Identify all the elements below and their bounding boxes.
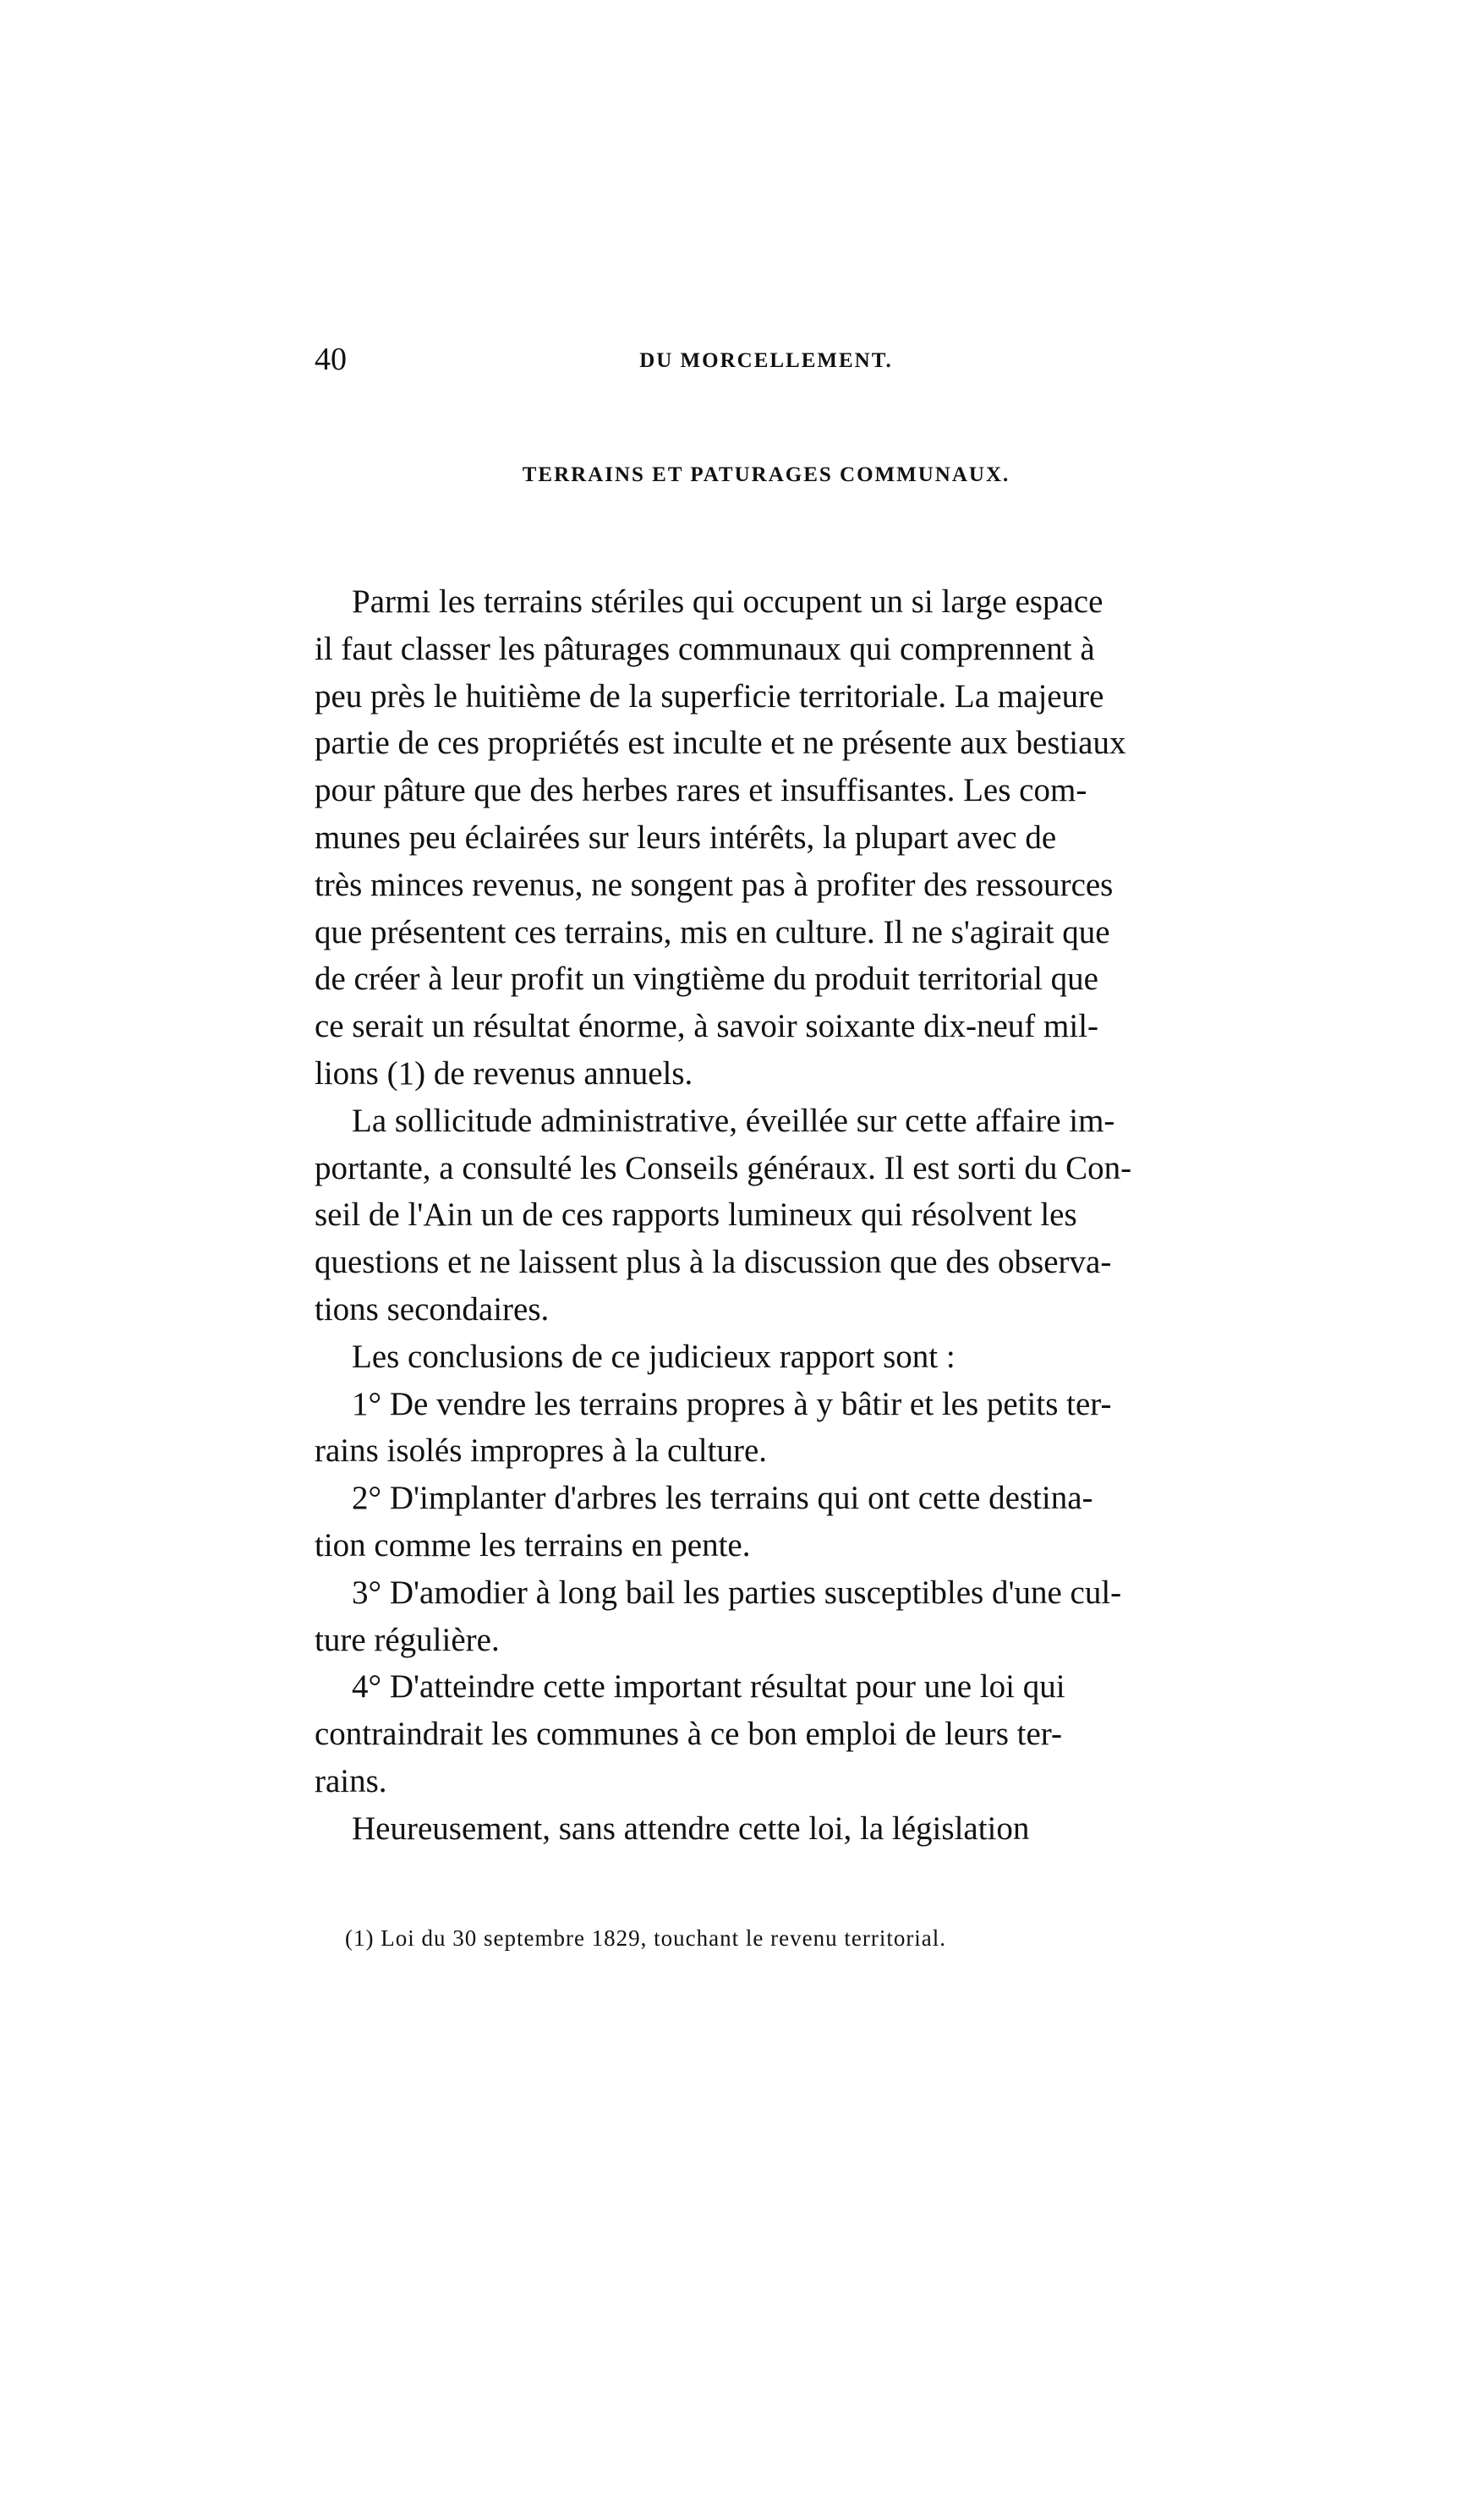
- running-title: DU MORCELLEMENT.: [639, 349, 893, 372]
- paragraph: Les conclusions de ce judicieux rapport sont :: [352, 1338, 956, 1375]
- paragraph: Heureusement, sans attendre cette loi, la législation: [352, 1810, 1030, 1847]
- section-title: TERRAINS ET PATURAGES COMMUNAUX.: [522, 463, 1010, 486]
- page-number: 40: [315, 342, 347, 377]
- paragraph: La sollicitude administrative, éveillée sur cette affaire im- portante, a consulté les Conseils généraux. Il est sorti du Con- seil de l'Ain un de ces rapports lumineux qui résolvent les questions et ne laissent plus à la discussion que des observa- tions secondaires.: [315, 1102, 1132, 1328]
- paragraph: Parmi les terrains stériles qui occupent un si large espace il faut classer les pâturages communaux qui comprennent à peu près le huitième de la superficie territoriale. La majeure partie de ces propriétés est inculte et ne présente aux bestiaux pour pâture que des herbes rares et insuffisantes. Les com- munes peu éclairées sur leurs intérêts, la plupart avec de très minces revenus, ne songent pas à profiter des ressources que présentent ces terrains, mis en culture. Il ne s'agirait que de créer à leur profit un vingtième du produit territorial que ce serait un résultat énorme, à savoir soixante dix-neuf mil- lions (1) de revenus annuels.: [315, 583, 1126, 1092]
- body-text: [315, 578, 1218, 1853]
- list-item: 2° D'implanter d'arbres les terrains qui ont cette destina- tion comme les terrains en pente.: [315, 1480, 1093, 1563]
- running-head: [315, 338, 1218, 381]
- list-item: 1° De vendre les terrains propres à y bâtir et les petits ter- rains isolés impropres à la culture.: [315, 1385, 1112, 1470]
- list-item: 3° D'amodier à long bail les parties susceptibles d'une cul- ture régulière.: [315, 1574, 1122, 1658]
- footnote: (1) Loi du 30 septembre 1829, touchant le revenu territorial.: [345, 1925, 947, 1951]
- list-item: 4° D'atteindre cette important résultat pour une loi qui contraindrait les communes à ce bon emploi de leurs ter- rains.: [315, 1668, 1065, 1799]
